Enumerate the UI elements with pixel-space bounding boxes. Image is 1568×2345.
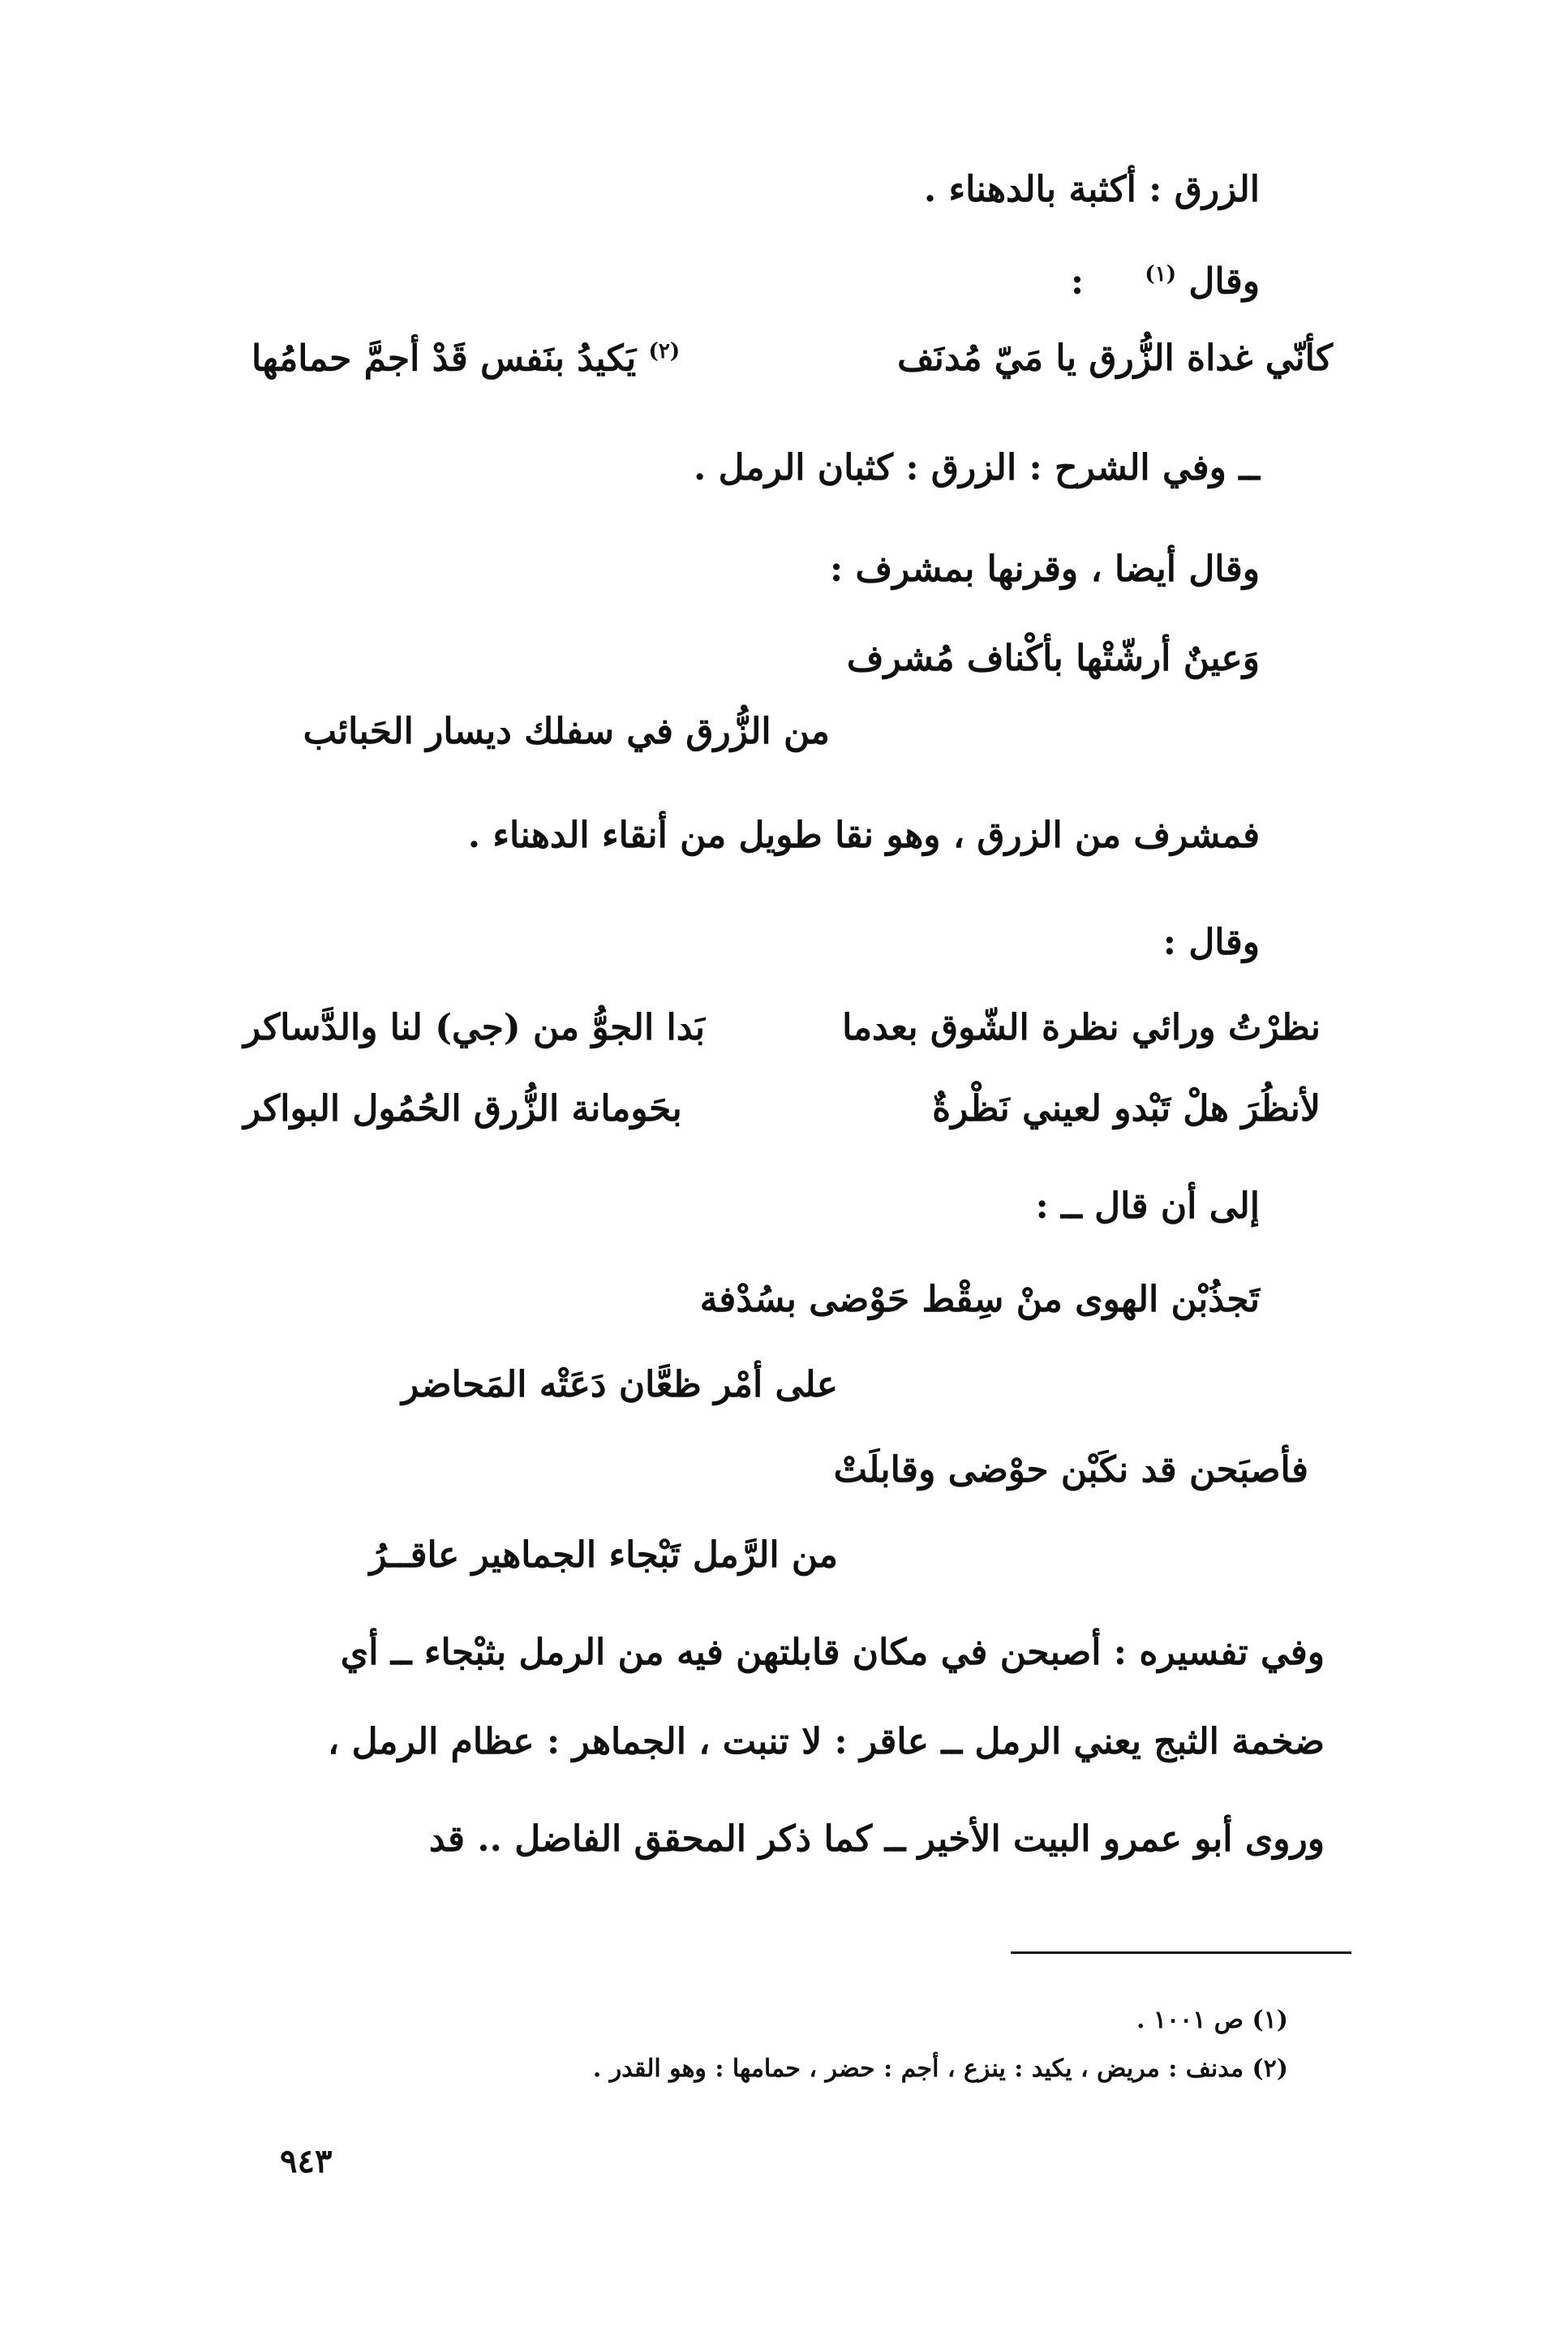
verse-hemistich-right: كأنّي غداة الزُّرق يا مَيّ مُدنَف — [897, 338, 1333, 379]
text-line: فمشرف من الزرق ، وهو نقا طويل من أنقاء الدهناء . — [467, 815, 1260, 856]
verse-hemistich-second: على أمْر ظعَّان دَعَتْه المَحاضر — [401, 1364, 838, 1405]
text-line: ضخمة الثبج يعني الرمل ــ عاقر : لا تنبت ، الجماهر : عظام الرمل ، — [328, 1721, 1325, 1762]
page-number: ٩٤٣ — [280, 2142, 333, 2180]
colon: : — [1070, 260, 1085, 303]
hemistich-text: يَكيدُ بنَفس قَدْ أجمَّ حمامُها — [251, 338, 637, 380]
text-line: وقال : — [1162, 922, 1260, 963]
verse-hemistich-right: لأنظُرَ هلْ تَبْدو لعيني نَظْرةٌ — [932, 1088, 1321, 1129]
text-line: وفي تفسيره : أصبحن في مكان قابلتهن فيه من الرمل بثبْجاء ــ أي — [340, 1632, 1325, 1673]
speaker-text: وقال — [1188, 260, 1260, 303]
text-line-speaker — [1070, 260, 1260, 303]
verse-hemistich-left: بحَومانة الزُّرق الحُمُول البواكر — [243, 1088, 682, 1129]
verse-hemistich-first: وَعينٌ أرشّتْها بأكْناف مُشرف — [846, 638, 1260, 679]
verse-hemistich-right: نظرْتُ ورائي نظرة الشّوق بعدما — [842, 1007, 1321, 1048]
text-line: ــ وفي الشرح : الزرق : كثبان الرمل . — [694, 447, 1260, 488]
footnote: (١) ص ١٠٠١ . — [1136, 2006, 1288, 2034]
text-line: إلى أن قال ــ : — [1035, 1185, 1260, 1227]
text-line: وقال أيضا ، وقرنها بمشرف : — [829, 549, 1260, 590]
text-line: الزرق : أكثبة بالدهناء . — [923, 169, 1260, 210]
verse-hemistich-left — [251, 338, 681, 380]
verse-hemistich-first: تَجذُبْن الهوى منْ سِقْط حَوْضى بسُدْفة — [699, 1279, 1260, 1320]
verse-hemistich-second: من الزُّرق في سفلك ديسار الحَبائب — [303, 711, 830, 752]
footnote-ref: (٢) — [648, 339, 681, 364]
footnote-ref: (١) — [1145, 262, 1177, 286]
verse-hemistich-left: بَدا الجوُّ من (جي) لنا والدَّساكر — [243, 1007, 706, 1048]
verse-hemistich-first: فأصبَحن قد نكَبْن حوْضى وقابلَتْ — [833, 1449, 1308, 1491]
verse-hemistich-second: من الرَّمل تَبْجاء الجماهير عاقــرُ — [369, 1534, 838, 1576]
footnote-divider — [1011, 1951, 1351, 1954]
footnote: (٢) مدنف : مريض ، يكيد : ينزع ، أجم : حضر ، حمامها : وهو القدر . — [592, 2055, 1288, 2083]
text-line: وروى أبو عمرو البيت الأخير ــ كما ذكر المحقق الفاضل .. قد — [428, 1818, 1325, 1860]
